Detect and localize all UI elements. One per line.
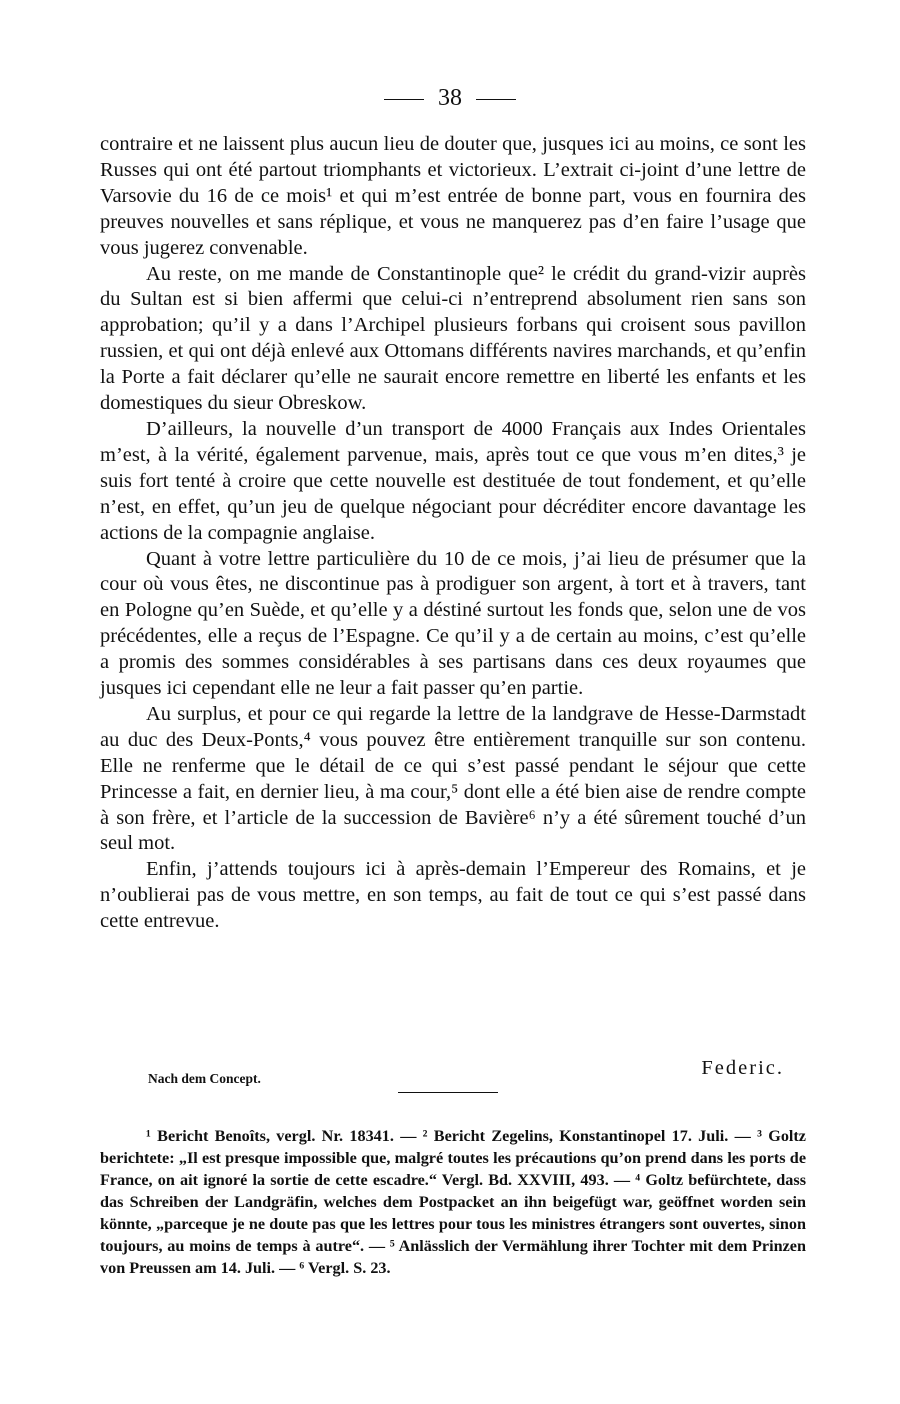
page-number: 38 <box>438 85 462 111</box>
footnote-divider <box>398 1092 498 1093</box>
letter-body <box>100 132 806 935</box>
header-rule-left <box>384 99 424 100</box>
signature: Federic. <box>701 1057 784 1079</box>
paragraph: Au reste, on me mande de Constantinople que² le crédit du grand-vizir auprès du Sultan est si bien affermi que celui-ci n’entreprend absolument rien sans son approbation; qu’il y a dans l’Archipel plusieurs forbans qui croisent sous pavillon russien, et qui ont déjà enlevé aux Ottomans différents navires marchands, et qu’enfin la Porte a fait déclarer qu’elle ne saurait encore remettre en liberté les enfants et les domestiques du sieur Obreskow. <box>100 262 806 415</box>
footnote-text: ¹ Bericht Benoîts, vergl. Nr. 18341. — ² Bericht Zegelins, Konstantinopel 17. Juli. — ³ Goltz berichtete: „Il est presque impossible que, malgré toutes les précautions qu’on prend dans les ports de France, on ait ignoré la sortie de cette escadre.“ Vergl. Bd. XXVIII, 493. — ⁴ Goltz befürchtete, dass das Schreiben der Landgräfin, welches dem Postpacket an ihn beigefügt war, geöffnet worden sein könnte, „parceque je ne doute pas que les lettres pour tous les ministres étrangers sont ouvertes, sinon toujours, au moins de temps à autre“. — ⁵ Anlässlich der Vermählung ihrer Tochter mit dem Prinzen von Preussen am 14. Juli. — ⁶ Vergl. S. 23. <box>100 1127 806 1277</box>
paragraph: Quant à votre lettre particulière du 10 de ce mois, j’ai lieu de présumer que la cour où vous êtes, ne discontinue pas à prodiguer son argent, à tort et à travers, tant en Pologne qu’en Suède, et qu’elle y a déstiné surtout les fonds que, selon une de vos précédentes, elle a reçus de l’Espagne. Ce qu’il y a de certain au moins, c’est qu’elle a promis des sommes considérables à ses partisans dans ces deux royaumes que jusques ici cependant elle ne leur a fait passer qu’en partie. <box>100 547 806 700</box>
paragraph: contraire et ne laissent plus aucun lieu de douter que, jusques ici au moins, ce sont les Russes qui ont été partout triomphants et victorieux. L’extrait ci-joint d’une lettre de Varsovie du 16 de ce mois¹ et qui m’est entrée de bonne part, vous en fournira des preuves nouvelles et sans réplique, et vous ne manquerez pas d’en faire l’usage que vous jugerez convenable. <box>100 133 806 259</box>
paragraph: D’ailleurs, la nouvelle d’un transport de 4000 Français aux Indes Orientales m’est, à la vérité, également parvenue, mais, après tout ce que vous m’en dites,³ je suis fort tenté à croire que cette nouvelle est destituée de tout fondement, et qu’elle n’est, en effet, qu’un jeu de quelque négociant pour décréditer encore davantage les actions de la compagnie anglaise. <box>100 417 806 544</box>
footnotes <box>100 1125 806 1279</box>
header-rule-right <box>476 99 516 100</box>
signature-row <box>100 1057 806 1087</box>
paragraph: Enfin, j’attends toujours ici à après-demain l’Empereur des Romains, et je n’oublierai pas de vous mettre, en son temps, au fait de tout ce qui s’est passé dans cette entrevue. <box>100 858 806 933</box>
paragraph: Au surplus, et pour ce qui regarde la lettre de la landgrave de Hesse-Darmstadt au duc des Deux-Ponts,⁴ vous pouvez être entièrement tranquille sur son contenu. Elle ne renferme que le détail de ce qui s’est passé pendant le séjour que cette Princesse a fait, en dernier lieu, à ma cour,⁵ dont elle a été bien aise de rendre compte à son frère, et l’article de la succession de Bavière⁶ n’y a été sûrement touché d’un seul mot. <box>100 702 806 855</box>
source-note: Nach dem Concept. <box>148 1071 261 1086</box>
page-header <box>0 84 900 112</box>
